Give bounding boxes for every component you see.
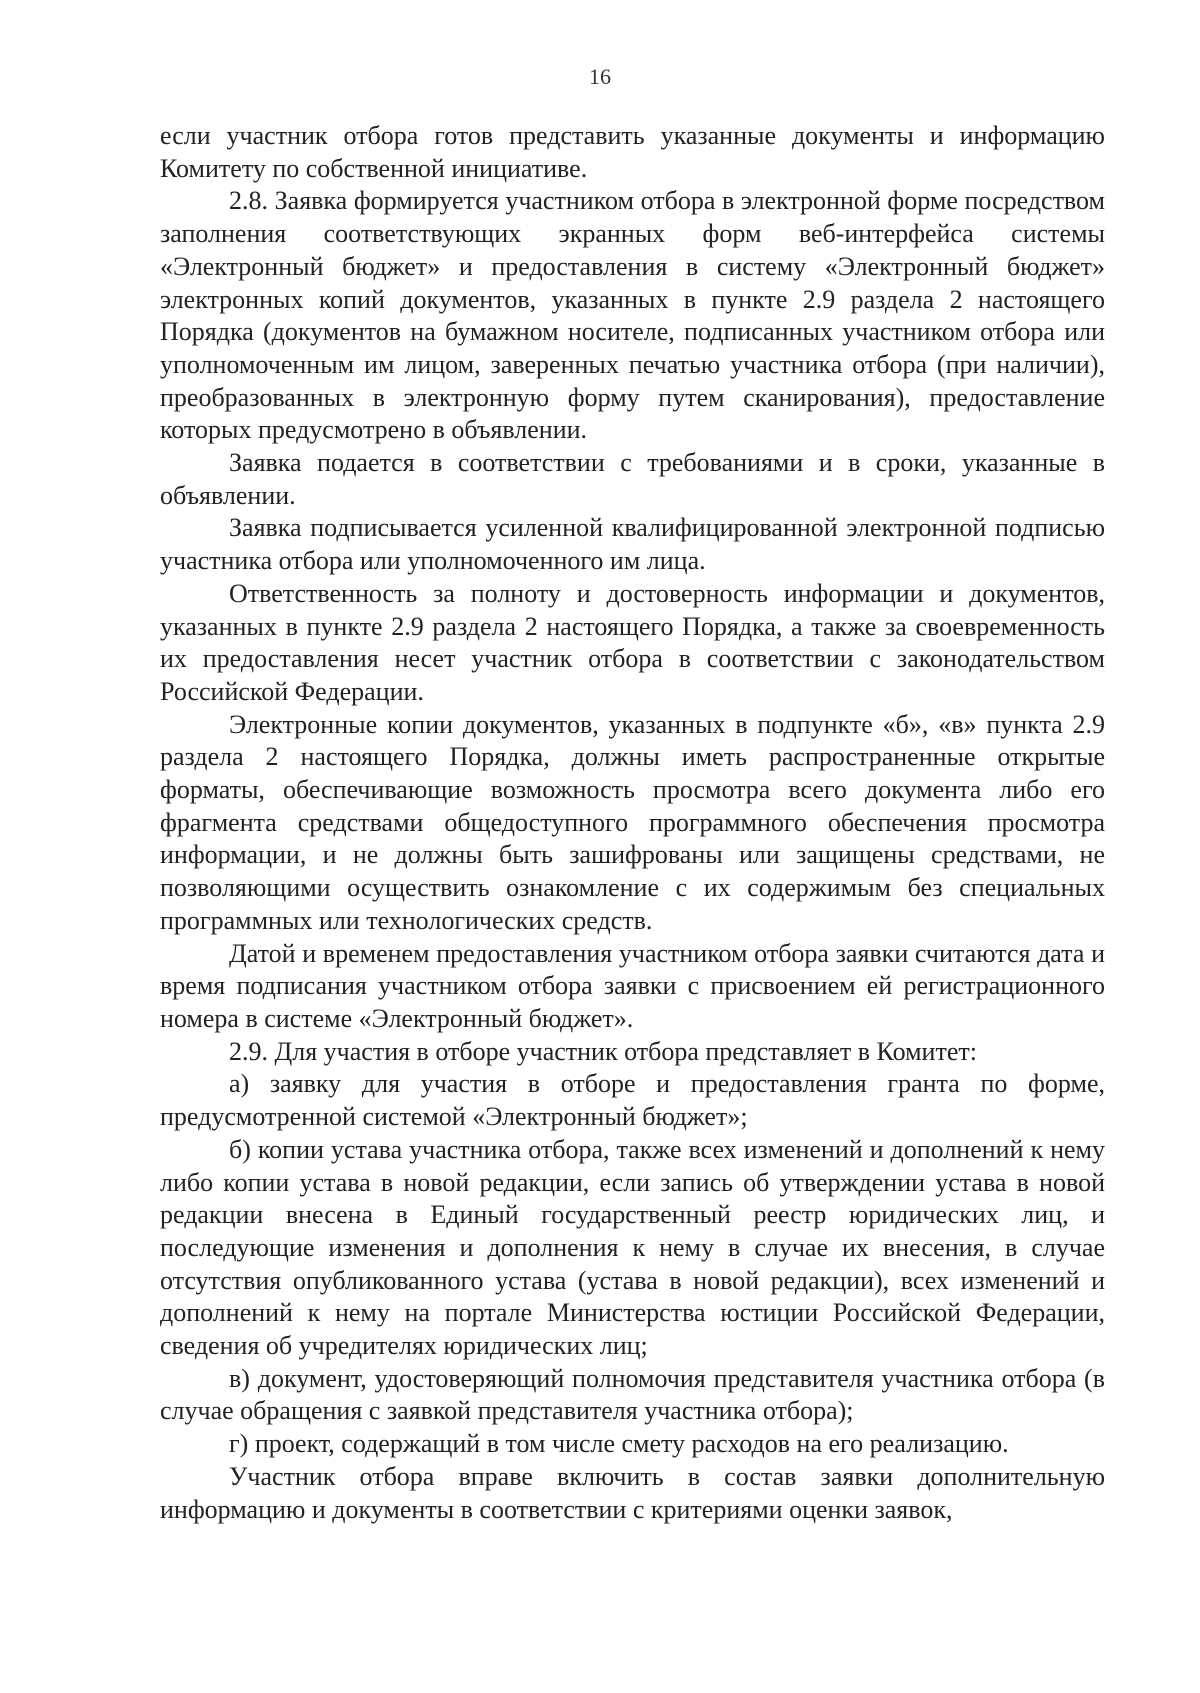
paragraph-submission-date: Датой и временем предоставления участником отбора заявки считаются дата и время подписания участником отбора заявки с присвоением ей регистрационного номера в системе «Электронный бюджет». — [160, 938, 1105, 1033]
paragraph-2-8: 2.8. Заявка формируется участником отбора в электронной форме посредством заполнения соответствующих экранных форм веб-интерфейса системы «Электронный бюджет» и предоставления в систему «Электронный бюджет» электронных копий документов, указанных в пункте 2.9 раздела 2 настоящего Порядка (документов на бумажном носителе, подписанных участником отбора или уполномоченным им лицом, заверенных печатью участника отбора (при наличии), преобразованных в электронную форму путем сканирования), предоставление которых предусмотрено в объявлении. — [160, 186, 1105, 445]
page-number: 16 — [589, 64, 611, 89]
list-item-a: а) заявку для участия в отборе и предоставления гранта по форме, предусмотренной системой «Электронный бюджет»; — [160, 1069, 1105, 1132]
list-item-g: г) проект, содержащий в том числе смету расходов на его реализацию. — [229, 1429, 1009, 1459]
paragraph-signature: Заявка подписывается усиленной квалифицированной электронной подписью участника отбора или уполномоченного им лица. — [160, 513, 1105, 576]
paragraph-responsibility: Ответственность за полноту и достоверность информации и документов, указанных в пункте 2.9 раздела 2 настоящего Порядка, а также за своевременность их предоставления несет участник отбора в соответствии с законодательством Российской Федерации. — [160, 578, 1105, 706]
list-item-v: в) документ, удостоверяющий полномочия представителя участника отбора (в случае обращения с заявкой представителя участника отбора); — [160, 1363, 1105, 1426]
paragraph-2-9: 2.9. Для участия в отборе участник отбора представляет в Комитет: — [229, 1036, 977, 1066]
paragraph-submission-terms: Заявка подается в соответствии с требованиями и в сроки, указанные в объявлении. — [160, 448, 1105, 510]
document-body — [160, 120, 1105, 1526]
paragraph-continuation: если участник отбора готов представить указанные документы и информацию Комитету по собственной инициативе. — [160, 121, 1105, 183]
paragraph-additional-info: Участник отбора вправе включить в состав заявки дополнительную информацию и документы в соответствии с критериями оценки заявок, — [160, 1461, 1105, 1524]
list-item-b: б) копии устава участника отбора, также всех изменений и дополнений к нему либо копии устава в новой редакции, если запись об утверждении устава в новой редакции внесена в Единый государственный реестр юридических лиц, и последующие изменения и дополнения к нему в случае их внесения, в случае отсутствия опубликованного устава (устава в новой редакции), всех изменений и дополнений к нему на портале Министерства юстиции Российской Федерации, сведения об учредителях юридических лиц; — [160, 1134, 1105, 1361]
paragraph-electronic-copies: Электронные копии документов, указанных в подпункте «б», «в» пункта 2.9 раздела 2 настоящего Порядка, должны иметь распространенные открытые форматы, обеспечивающие возможность просмотра всего документа либо его фрагмента средствами общедоступного программного обеспечения просмотра информации, и не должны быть зашифрованы или защищены средствами, не позволяющими осуществить ознакомление с их содержимым без специальных программных или технологических средств. — [160, 709, 1105, 935]
